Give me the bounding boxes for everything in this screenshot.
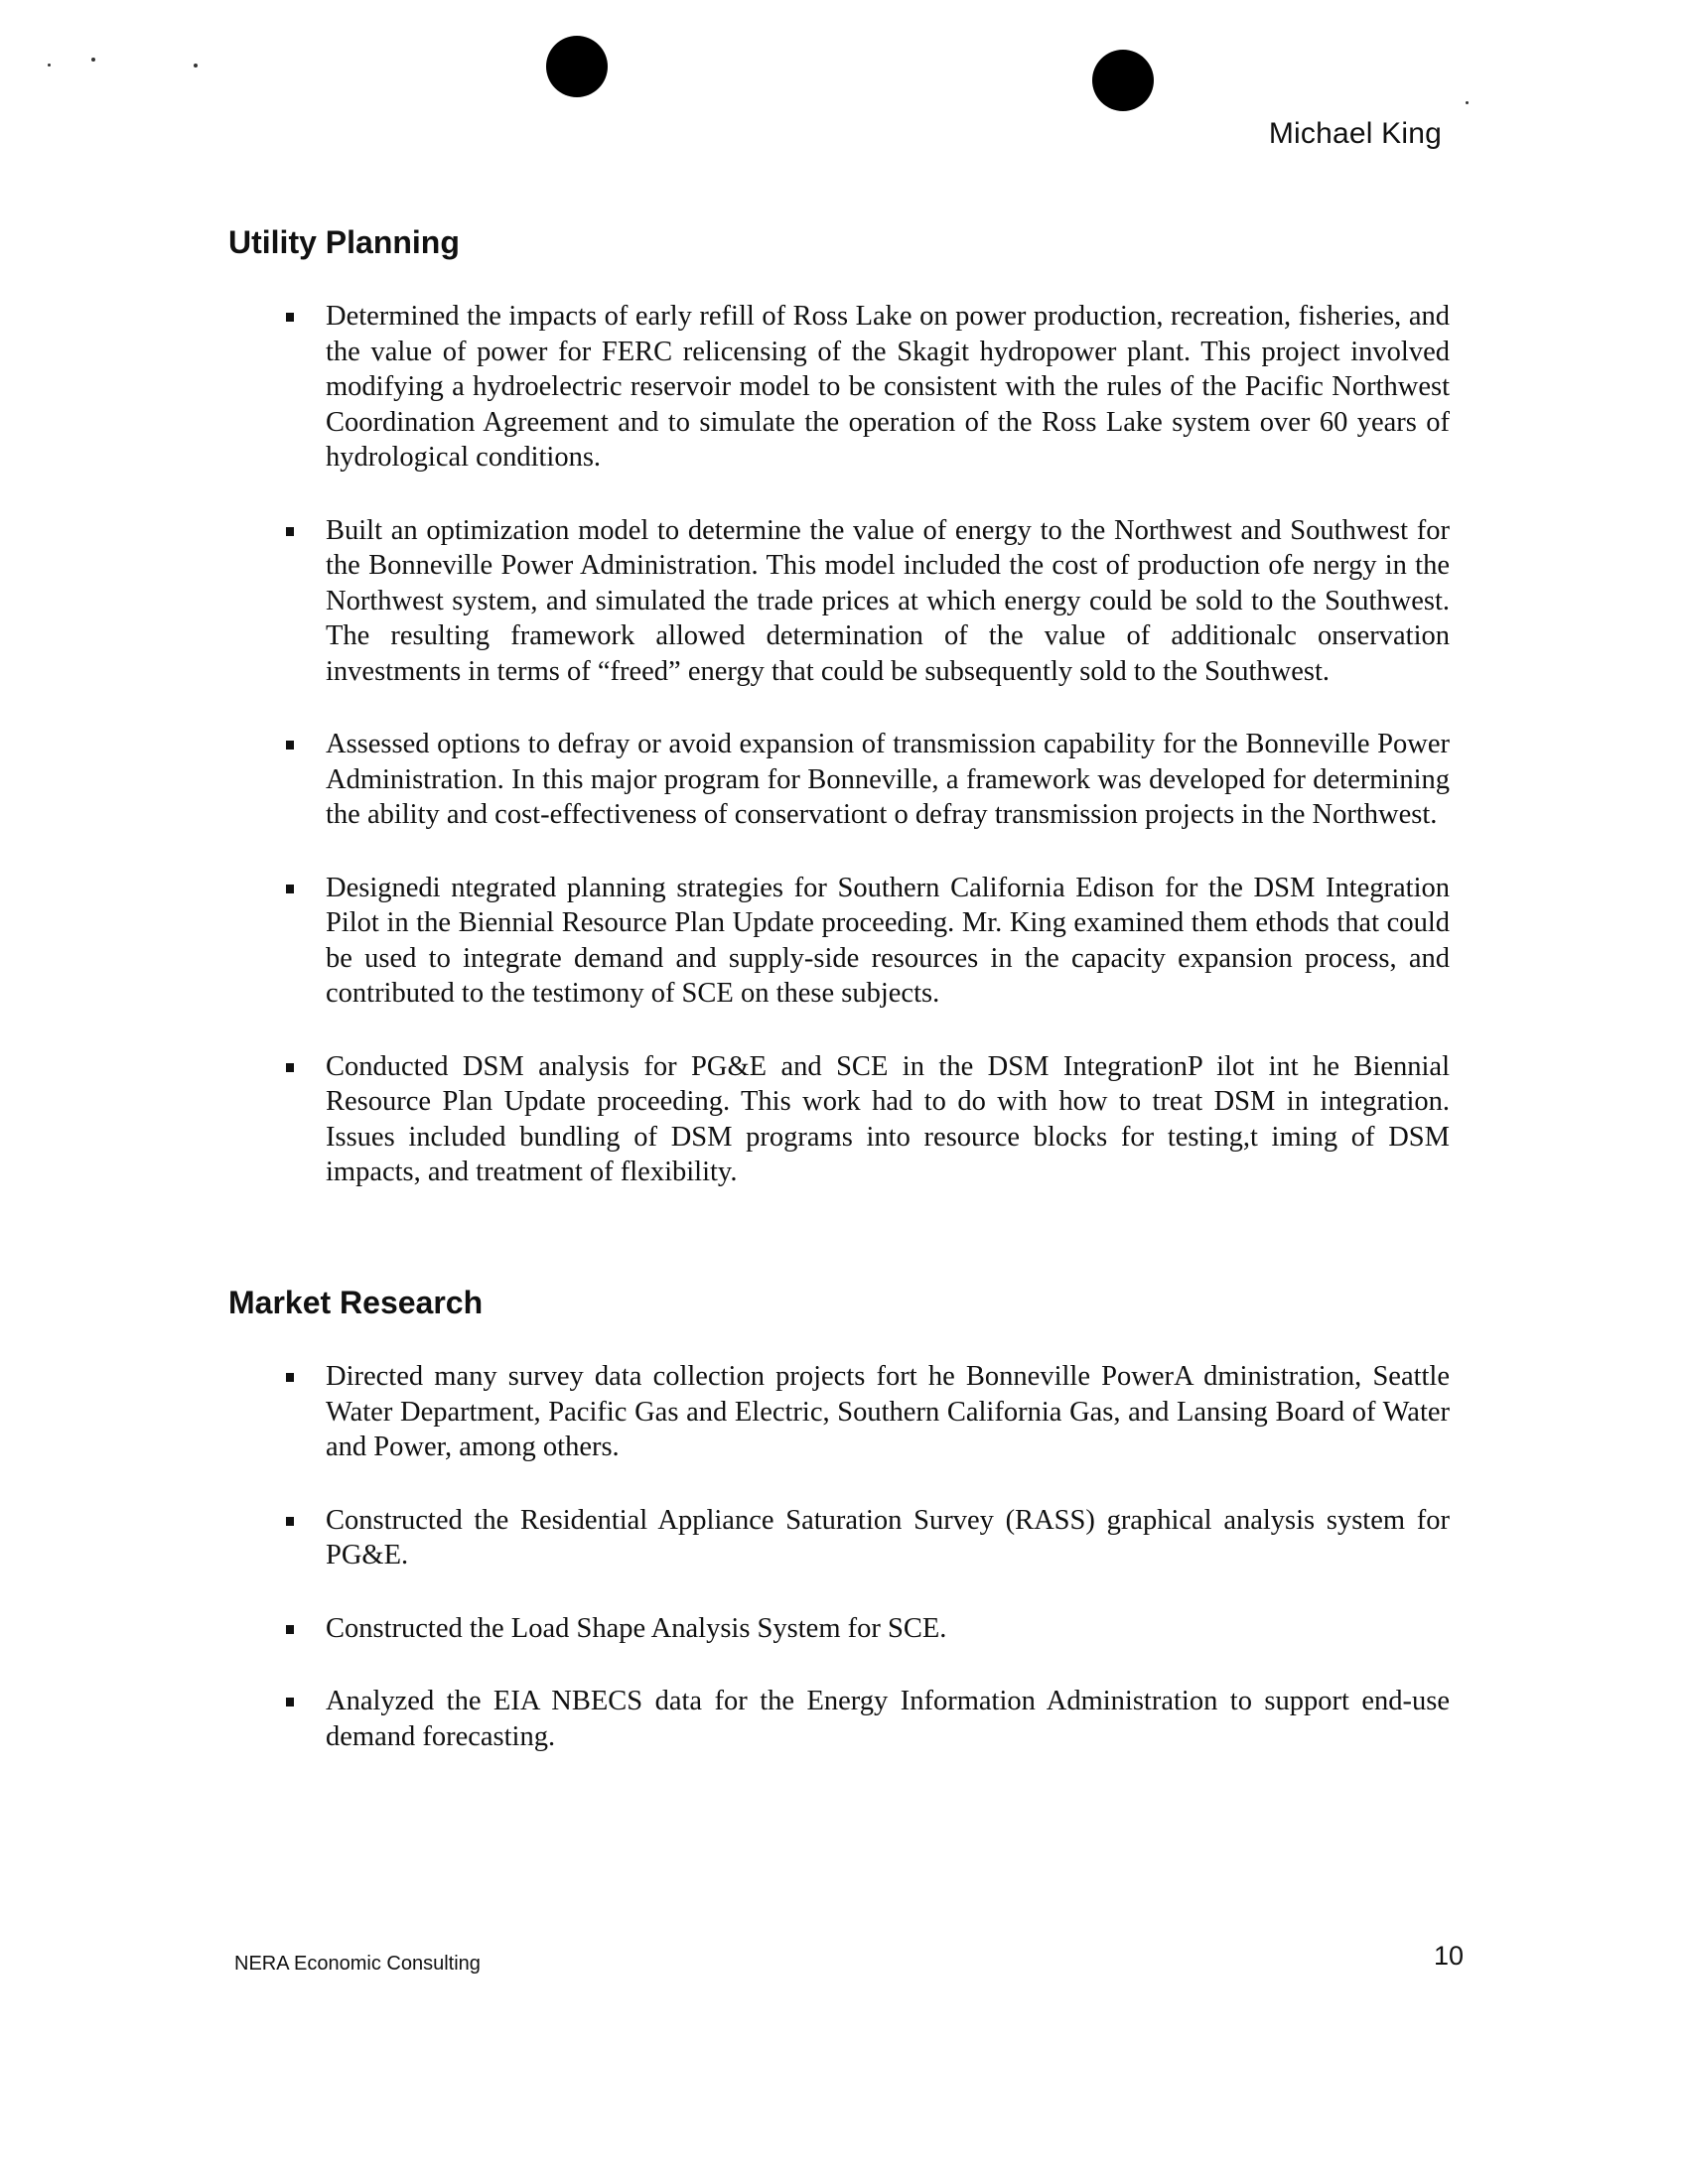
list-item: [228, 1049, 1450, 1190]
bullet-square-icon: [286, 1698, 294, 1706]
list-item-text: Directed many survey data collection projects fort he Bonneville PowerA dministration, Seattle Water Department, Pacific Gas and Electric, Southern California Gas, and Lansing Board of Water and Power, among others.: [326, 1361, 1450, 1462]
list-item-text: Designedi ntegrated planning strategies for Southern California Edison for the DSM Integration Pilot in the Biennial Resource Plan Update proceeding. Mr. King examined them ethods that could be used to integrate demand and supply-side resources in the capacity expansion process, and contributed to the testimony of SCE on these subjects.: [326, 872, 1450, 1009]
list-item: [228, 871, 1450, 1012]
section-heading-utility-planning: Utility Planning: [228, 224, 460, 260]
list-item-text: Analyzed the EIA NBECS data for the Energy Information Administration to support end-use demand forecasting.: [326, 1686, 1450, 1752]
bullet-square-icon: [286, 885, 294, 893]
utility-planning-list: [228, 299, 1450, 1190]
author-name: Michael King: [1268, 117, 1442, 150]
binder-hole-left: [546, 36, 608, 97]
bullet-square-icon: [286, 741, 294, 750]
bullet-square-icon: [286, 1517, 294, 1526]
list-item-text: Determined the impacts of early refill of Ross Lake on power production, recreation, fisheries, and the value of power for FERC relicensing of the Skagit hydropower plant. This project involved modifying a hydroelectric reservoir model to be consistent with the rules of the Pacific Northwest Coordination Agreement and to simulate the operation of the Ross Lake system over 60 years of hydrological conditions.: [326, 301, 1450, 473]
bullet-square-icon: [286, 1373, 294, 1382]
list-item-text: Assessed options to defray or avoid expansion of transmission capability for the Bonneville Power Administration. In this major program for Bonneville, a framework was developed for determining the ability and cost-effectiveness of conservationt o defray transmission projects in the Northwest.: [326, 729, 1450, 830]
binder-hole-right: [1092, 50, 1154, 111]
scan-speck: [1466, 101, 1469, 104]
list-item: [228, 727, 1450, 833]
section-market-research: [228, 1285, 1450, 1792]
section-heading-market-research: Market Research: [228, 1285, 484, 1320]
list-item: [228, 299, 1450, 476]
scan-speck: [194, 64, 198, 68]
scan-speck: [48, 64, 51, 67]
bullet-square-icon: [286, 527, 294, 536]
bullet-square-icon: [286, 1625, 294, 1634]
list-item-text: Built an optimization model to determine the value of energy to the Northwest and Southwest for the Bonneville Power Administration. This model included the cost of production ofe nergy in the Northwest system, and simulated the trade prices at which energy could be sold to the Southwest. The resulting framework allowed determination of the value of additionalc onservation investments in terms of “freed” energy that could be subsequently sold to the Southwest.: [326, 514, 1450, 687]
footer-organization: NERA Economic Consulting: [234, 1953, 481, 1975]
scan-speck: [91, 58, 95, 62]
list-item: [228, 1611, 1450, 1647]
list-item-text: Constructed the Load Shape Analysis System for SCE.: [326, 1612, 947, 1644]
page-number: 10: [1434, 1941, 1465, 1971]
bullet-square-icon: [286, 1063, 294, 1072]
list-item-text: Constructed the Residential Appliance Saturation Survey (RASS) graphical analysis system for PG&E.: [326, 1504, 1450, 1570]
list-item: [228, 513, 1450, 690]
market-research-list: [228, 1359, 1450, 1754]
bullet-square-icon: [286, 313, 294, 322]
list-item: [228, 1684, 1450, 1754]
list-item-text: Conducted DSM analysis for PG&E and SCE in the DSM IntegrationP ilot int he Biennial Resource Plan Update proceeding. This work had to do with how to treat DSM in integration. Issues included bundling of DSM programs into resource blocks for testing,t iming of DSM impacts, and treatment of flexibility.: [326, 1050, 1450, 1187]
list-item: [228, 1503, 1450, 1573]
list-item: [228, 1359, 1450, 1465]
section-utility-planning: [228, 224, 1450, 1228]
